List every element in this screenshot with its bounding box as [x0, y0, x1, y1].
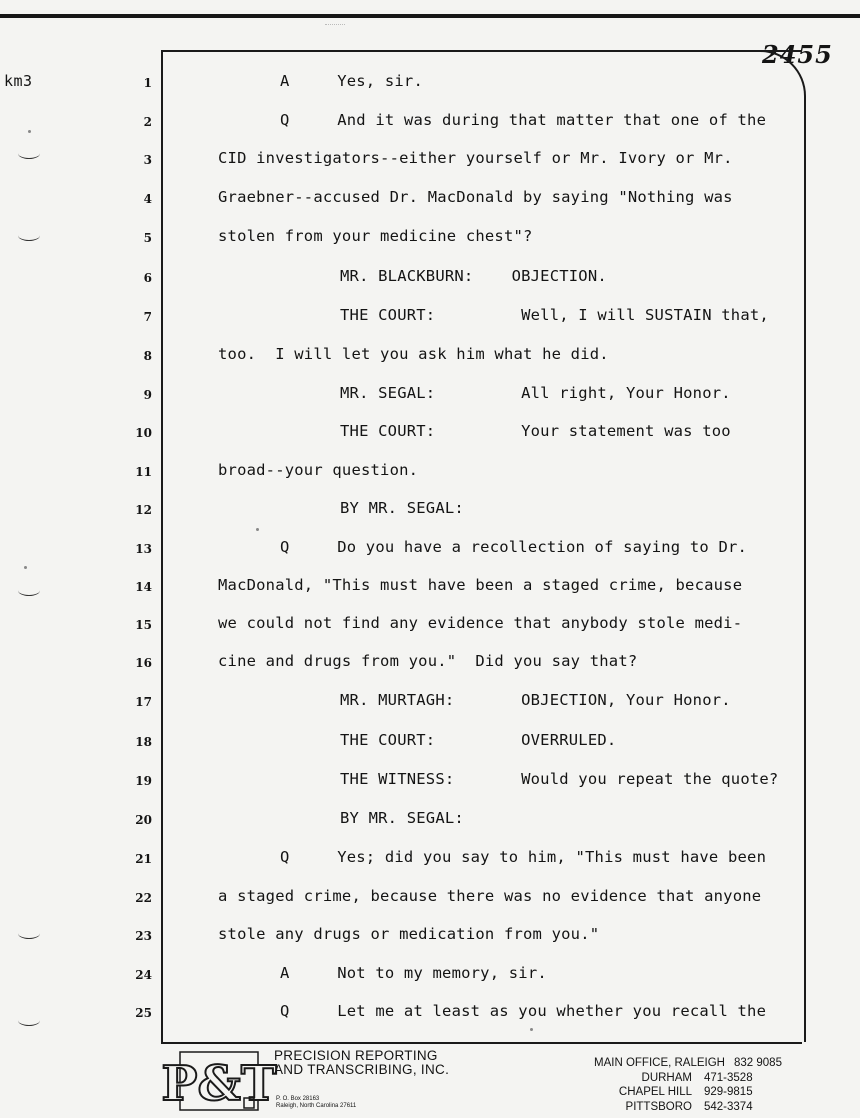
line-number: 16: [135, 656, 152, 670]
scan-speck: [28, 130, 31, 133]
line-number: 19: [135, 774, 152, 788]
line-number: 13: [135, 542, 152, 556]
transcript-line: Q And it was during that matter that one of the: [280, 111, 767, 129]
transcript-line: THE COURT: Your statement was too: [340, 422, 731, 440]
transcript-line: stole any drugs or medication from you.": [218, 925, 600, 943]
scan-speck: [24, 566, 27, 569]
transcript-line: MR. MURTAGH: OBJECTION, Your Honor.: [340, 691, 731, 709]
transcript-line: THE COURT: OVERRULED.: [340, 731, 617, 749]
scan-speck: [256, 528, 259, 531]
office-phone: 471-3528: [704, 1071, 753, 1084]
office-phone: 542-3374: [704, 1100, 753, 1113]
transcript-line: too. I will let you ask him what he did.: [218, 345, 609, 363]
line-number: 11: [135, 465, 152, 479]
line-number: 24: [135, 968, 152, 982]
line-number: 2: [143, 115, 152, 129]
line-number: 12: [135, 503, 152, 517]
transcript-line: A Yes, sir.: [280, 72, 423, 90]
company-address: [276, 1096, 356, 1110]
line-number: 1: [143, 76, 152, 90]
transcript-line: stolen from your medicine chest"?: [218, 227, 533, 245]
punch-hole-mark: [18, 1015, 40, 1026]
line-number: 5: [143, 231, 152, 245]
line-number: 23: [135, 929, 152, 943]
transcript-line: Q Yes; did you say to him, "This must have been: [280, 848, 767, 866]
office-city: PITTSBORO: [625, 1100, 692, 1113]
line-number: 22: [135, 891, 152, 905]
logo-lettering: P&T: [161, 1056, 277, 1112]
line-number: 4: [143, 192, 152, 206]
office-phone: 832 9085: [734, 1057, 782, 1069]
punch-hole-mark: [18, 585, 40, 596]
transcript-id: km3: [4, 72, 33, 90]
transcript-line: THE COURT: Well, I will SUSTAIN that,: [340, 306, 769, 324]
transcript-line: BY MR. SEGAL:: [340, 809, 464, 827]
margin-box-corner: [760, 50, 806, 104]
transcript-line: cine and drugs from you." Did you say that?: [218, 652, 638, 670]
transcript-line: A Not to my memory, sir.: [280, 964, 547, 982]
company-name-line2: AND TRANSCRIBING, INC.: [274, 1062, 450, 1077]
company-logo: [161, 1048, 277, 1114]
transcript-line: we could not find any evidence that anybody stole medi-: [218, 614, 743, 632]
line-number: 7: [143, 310, 152, 324]
line-number: 20: [135, 813, 152, 827]
line-number: 6: [143, 271, 152, 285]
transcript-line: BY MR. SEGAL:: [340, 499, 464, 517]
address-line2: Raleigh, North Carolina 27611: [276, 1103, 357, 1109]
transcript-line: THE WITNESS: Would you repeat the quote?: [340, 770, 779, 788]
transcript-line: CID investigators--either yourself or Mr. Ivory or Mr.: [218, 149, 733, 167]
punch-hole-mark: [18, 928, 40, 939]
line-number: 18: [135, 735, 152, 749]
transcript-line: a staged crime, because there was no evidence that anyone: [218, 887, 762, 905]
scan-speck: [530, 1028, 533, 1031]
line-number: 17: [135, 695, 152, 709]
transcript-line: Q Do you have a recollection of saying to Dr.: [280, 538, 748, 556]
line-number: 15: [135, 618, 152, 632]
transcript-line: MacDonald, "This must have been a staged crime, because: [218, 576, 743, 594]
office-city: MAIN OFFICE, RALEIGH: [594, 1057, 725, 1069]
company-name: [274, 1049, 449, 1077]
line-number: 10: [135, 426, 152, 440]
line-number: 8: [143, 349, 152, 363]
punch-hole-mark: [18, 148, 40, 159]
transcript-line: broad--your question.: [218, 461, 419, 479]
line-number: 25: [135, 1006, 152, 1020]
transcript-line: MR. SEGAL: All right, Your Honor.: [340, 384, 731, 402]
line-number: 3: [143, 153, 152, 167]
office-phone: 929-9815: [704, 1086, 753, 1098]
transcript-line: MR. BLACKBURN: OBJECTION.: [340, 267, 607, 285]
address-line1: P. O. Box 28163: [276, 1096, 320, 1102]
page-number: 2455: [762, 40, 833, 69]
transcript-line: Graebner--accused Dr. MacDonald by saying "Nothing was: [218, 188, 733, 206]
office-city: DURHAM: [641, 1071, 692, 1084]
line-number: 9: [143, 388, 152, 402]
top-rule: [0, 14, 860, 18]
margin-box-right-edge: [804, 100, 806, 1042]
office-city: CHAPEL HILL: [618, 1086, 692, 1098]
line-number: 14: [135, 580, 152, 594]
scan-mark: [325, 24, 345, 25]
company-name-line1: PRECISION REPORTING: [274, 1048, 438, 1063]
transcript-line: Q Let me at least as you whether you recall the: [280, 1002, 767, 1020]
line-number: 21: [135, 852, 152, 866]
punch-hole-mark: [18, 230, 40, 241]
